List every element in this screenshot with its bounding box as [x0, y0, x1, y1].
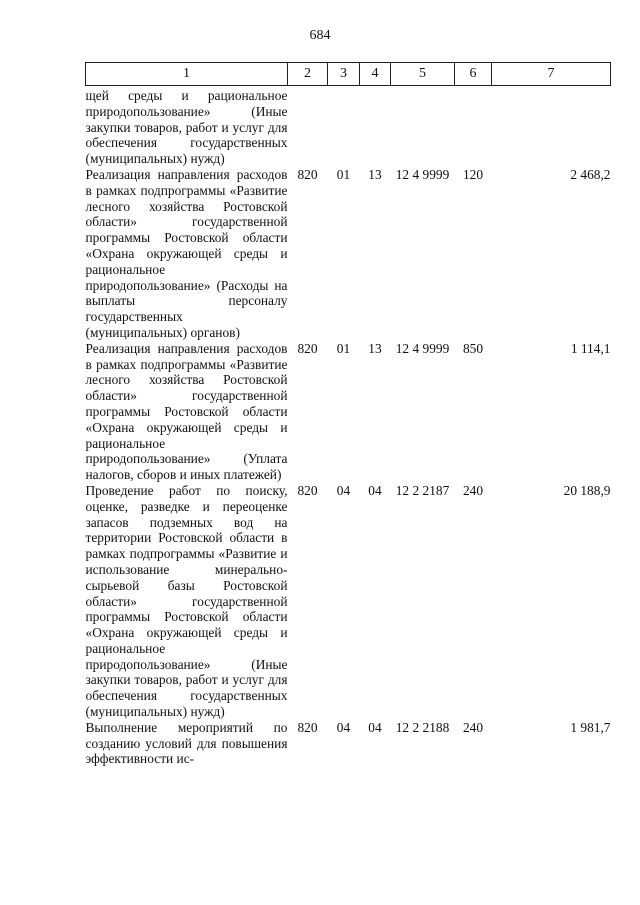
row-name: Выполнение мероприятий по созданию условий для повышения эффективности ис- — [85, 719, 288, 767]
row-section: 01 — [336, 166, 351, 182]
row-ministry-code: 820 — [297, 482, 318, 498]
table-row — [86, 483, 611, 720]
header-col-3: 3 — [328, 63, 360, 86]
header-col-6: 6 — [455, 63, 492, 86]
row-expense-type — [455, 86, 492, 167]
header-col-1: 1 — [86, 63, 288, 86]
table-row — [86, 86, 611, 167]
row-expense-type: 120 — [462, 166, 484, 182]
row-expense-type: 240 — [462, 719, 484, 735]
row-subsection: 13 — [368, 340, 382, 356]
row-subsection: 04 — [368, 719, 382, 735]
row-subsection — [360, 86, 391, 167]
row-amount: 1 981,7 — [570, 719, 611, 735]
table-row — [86, 167, 611, 341]
row-name: Проведение работ по поиску, оценке, разведке и переоценке запасов подземных вод на территории Ростовской области в рамках подпрограммы «Развитие и использование минерально-сырьевой базы Ростовской области» государственной программы Ростовской области «Охрана окружающей среды и рациональное природопользование» (Иные закупки товаров, работ и услуг для обеспечения государственных (муниципальных) нужд) — [85, 482, 288, 720]
row-amount — [492, 86, 611, 167]
row-amount: 2 468,2 — [570, 166, 611, 182]
table-row — [86, 341, 611, 483]
row-expense-type: 850 — [462, 340, 484, 356]
table-row — [86, 720, 611, 767]
row-ministry-code: 820 — [297, 719, 318, 735]
row-section: 04 — [336, 482, 351, 498]
row-target-article: 12 2 2188 — [395, 719, 450, 735]
row-name: Реализация направления расходов в рамках подпрограммы «Развитие лесного хозяйства Ростовской области» государственной программы Ростовской области «Охрана окружающей среды и рациональное природопользование» (Расходы на выплаты персоналу государственных (муниципальных) органов) — [85, 166, 288, 340]
row-target-article: 12 4 9999 — [395, 166, 450, 182]
row-subsection: 04 — [368, 482, 382, 498]
row-ministry-code — [288, 86, 328, 167]
row-target-article — [391, 86, 455, 167]
row-ministry-code: 820 — [297, 340, 318, 356]
page-number: 684 — [309, 28, 331, 43]
header-col-7: 7 — [492, 63, 611, 86]
row-expense-type: 240 — [462, 482, 484, 498]
row-section: 01 — [336, 340, 351, 356]
row-amount: 1 114,1 — [570, 340, 611, 356]
row-name: щей среды и рациональное природопользование» (Иные закупки товаров, работ и услуг для обеспечения государственных (муниципальных) нужд) — [85, 88, 288, 167]
row-amount: 20 188,9 — [563, 482, 611, 498]
row-subsection: 13 — [368, 166, 382, 182]
header-col-4: 4 — [360, 63, 391, 86]
row-ministry-code: 820 — [297, 166, 318, 182]
header-col-2: 2 — [288, 63, 328, 86]
row-section: 04 — [336, 719, 351, 735]
row-target-article: 12 4 9999 — [395, 340, 450, 356]
header-col-5: 5 — [391, 63, 455, 86]
row-target-article: 12 2 2187 — [395, 482, 450, 498]
budget-table — [85, 62, 611, 767]
row-section — [328, 86, 360, 167]
table-header-row — [86, 63, 611, 86]
row-name: Реализация направления расходов в рамках подпрограммы «Развитие лесного хозяйства Ростовской области» государственной программы Ростовской области «Охрана окружающей среды и рациональное природопользование» (Уплата налогов, сборов и иных платежей) — [85, 340, 288, 483]
